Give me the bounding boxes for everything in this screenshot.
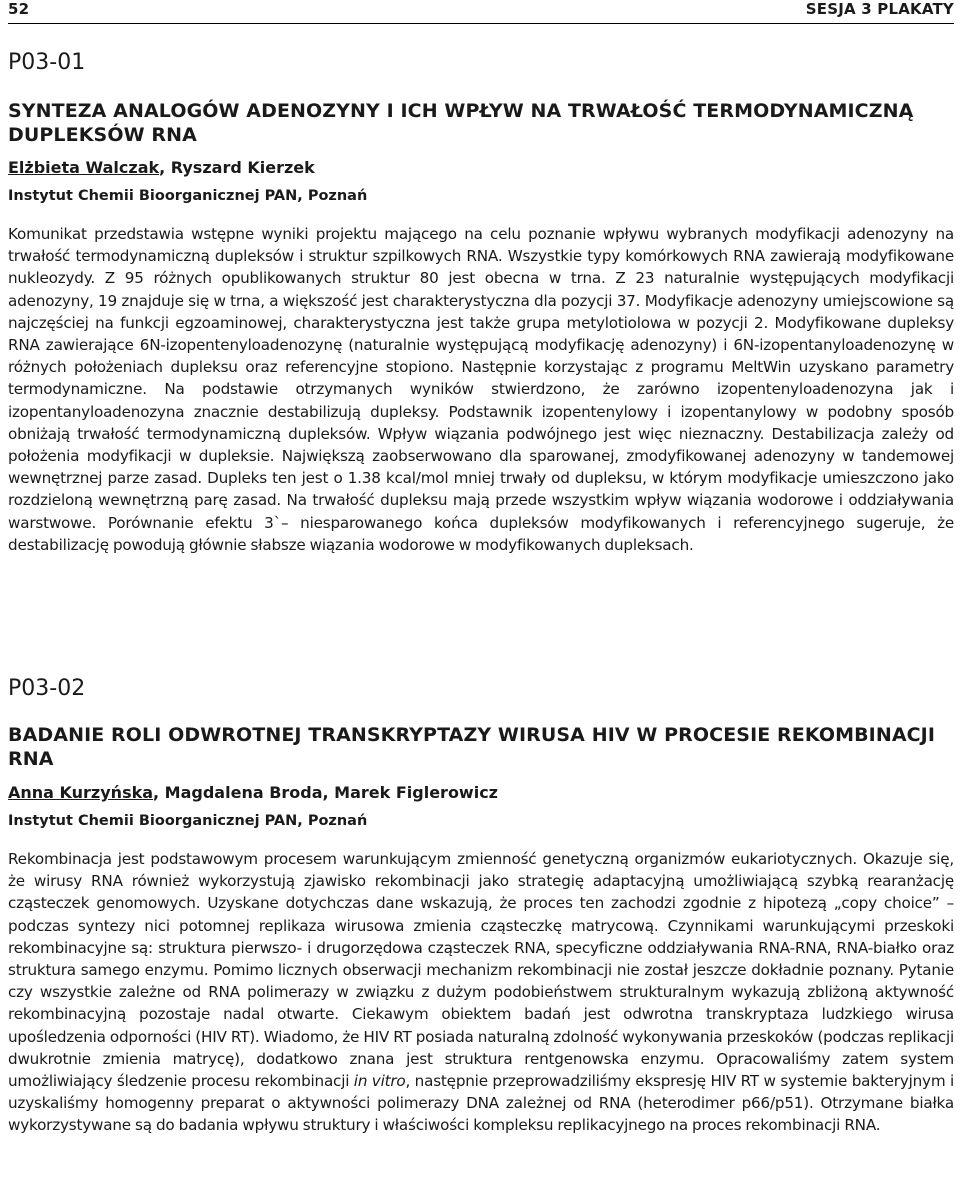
abstract-title: SYNTEZA ANALOGÓW ADENOZYNY I ICH WPŁYW NA TRWAŁOŚĆ TERMODYNAMICZNĄ DUPLEKSÓW RNA <box>8 100 914 146</box>
section-title: SESJA 3 PLAKATY <box>805 0 954 18</box>
page-number: 52 <box>8 0 30 18</box>
abstract-body <box>8 848 954 1137</box>
presenting-author: Anna Kurzyńska <box>8 783 154 802</box>
abstract-code: P03-01 <box>8 50 86 75</box>
affiliation: Instytut Chemii Bioorganicznej PAN, Poznań <box>8 188 368 204</box>
coauthors: , Ryszard Kierzek <box>159 158 315 177</box>
presenting-author: Elżbieta Walczak <box>8 158 160 177</box>
body-part-1: Rekombinacja jest podstawowym procesem warunkującym zmienność genetyczną organizmów eukariotycznych. Okazuje się, że wirusy RNA również wykorzystują zjawisko rekombinacji jako strategię adaptacyjną umożliwiającą szybką rearanżację cząsteczek genomowych. Uzyskane dotychczas dane wskazują, że proces ten zachodzi zgodnie z hipotezą „copy choice” – podczas syntezy nici potomnej replikaza wirusowa zmienia cząsteczkę matrycową. Czynnikami warunkującymi przeskoki rekombinacyjne są: struktura pierwszo- i drugorzędowa cząsteczek RNA, specyficzne oddziaływania RNA-RNA, RNA-białko oraz struktura samego enzymu. Pomimo licznych obserwacji mechanizm rekombinacji nie został jeszcze dokładnie poznany. Pytanie czy wszystkie zależne od RNA polimerazy w związku z dużym podobieństwem strukturalnym wykazują zbliżoną aktywność rekombinacyjną pozostaje nadal otwarte. Ciekawym obiektem badań jest odwrotna transkryptaza ludzkiego wirusa upośledzenia odporności (HIV RT). Wiadomo, że HIV RT posiada naturalną zdolność wykonywania przeskoków (podczas replikacji dwukrotnie zmienia matrycę), dodatkowo znana jest struktura rentgenowska enzymu. Opracowaliśmy zatem system umożliwiający śledzenie procesu rekombinacji <box>8 850 954 1091</box>
body-italic-term: in vitro <box>353 1072 406 1091</box>
abstract-code: P03-02 <box>8 676 86 701</box>
abstract-title: BADANIE ROLI ODWROTNEJ TRANSKRYPTAZY WIRUSA HIV W PROCESIE REKOMBINACJI RNA <box>8 724 936 770</box>
abstract-body: Komunikat przedstawia wstępne wyniki projektu mającego na celu poznanie wpływu wybranych modyfikacji adenozyny na trwałość termodynamiczną dupleksów i struktur szpilkowych RNA. Wszystkie typy komórkowych RNA zawierają modyfikowane nukleozydy. Z 95 różnych opublikowanych struktur 80 jest obecna w trna. Z 23 naturalnie występujących modyfikacji adenozyny, 19 znajduje się w trna, a większość jest charakterystyczna dla pozycji 37. Modyfikacje adenozyny umiejscowione są najczęściej na funkcji egzoaminowej, charakterystyczna jest także grupa metylotiolowa w pozycji 2. Modyfikowane dupleksy RNA zawierające 6N-izopentenyloadenozynę (naturalnie występującą modyfikację adenozyny) i 6N-izopentanyloadenozynę w różnych położeniach dupleksu oraz referencyjne stopiono. Następnie korzystając z programu MeltWin uzyskano parametry termodynamiczne. Na podstawie otrzymanych wyników stwierdzono, że zarówno izopentenyloadenozyna jak i izopentanyloadenozyna znacznie destabilizują dupleksy. Podstawnik izopentenylowy i izopentanylowy w podobny sposób obniżają trwałość termodynamiczną dupleksów. Wpływ wiązania podwójnego jest więc nieznaczny. Destabilizacja zależy od położenia modyfikacji w dupleksie. Największą zaobserwowano dla sparowanej, zmodyfikowanej adenozyny w tandemowej wewnętrznej parze zasad. Dupleks ten jest o 1.38 kcal/mol mniej trwały od dupleksu, w którym modyfikacje umieszczono jako rozdzieloną wewnętrzną parę zasad. Na trwałość dupleksu mają przede wszystkim wpływ wiązania wodorowe i oddziaływania warstwowe. Porównanie efektu 3`– niesparowanego końca dupleksów modyfikowanych i referencyjnego sugeruje, że destabilizację powodują głównie słabsze wiązania wodorowe w modyfikowanych dupleksach. <box>8 225 954 554</box>
header-rule <box>8 23 954 24</box>
body-part-2: , następnie przeprowadziliśmy ekspresję HIV RT w systemie bakteryjnym i uzyskaliśmy homogenny preparat o aktywności polimerazy DNA zależnej od RNA (heterodimer p66/p51). Otrzymane białka wykorzystywane są do badania wpływu struktury i właściwości kompleksu replikacyjnego na proces rekombinacji RNA. <box>8 1072 955 1135</box>
affiliation: Instytut Chemii Bioorganicznej PAN, Poznań <box>8 813 368 829</box>
abstract-p03-01 <box>8 50 954 556</box>
abstract-authors <box>8 158 954 178</box>
coauthors: , Magdalena Broda, Marek Figlerowicz <box>153 783 498 802</box>
abstract-p03-02 <box>8 676 954 1137</box>
running-header <box>8 0 954 22</box>
abstract-authors <box>8 783 954 803</box>
